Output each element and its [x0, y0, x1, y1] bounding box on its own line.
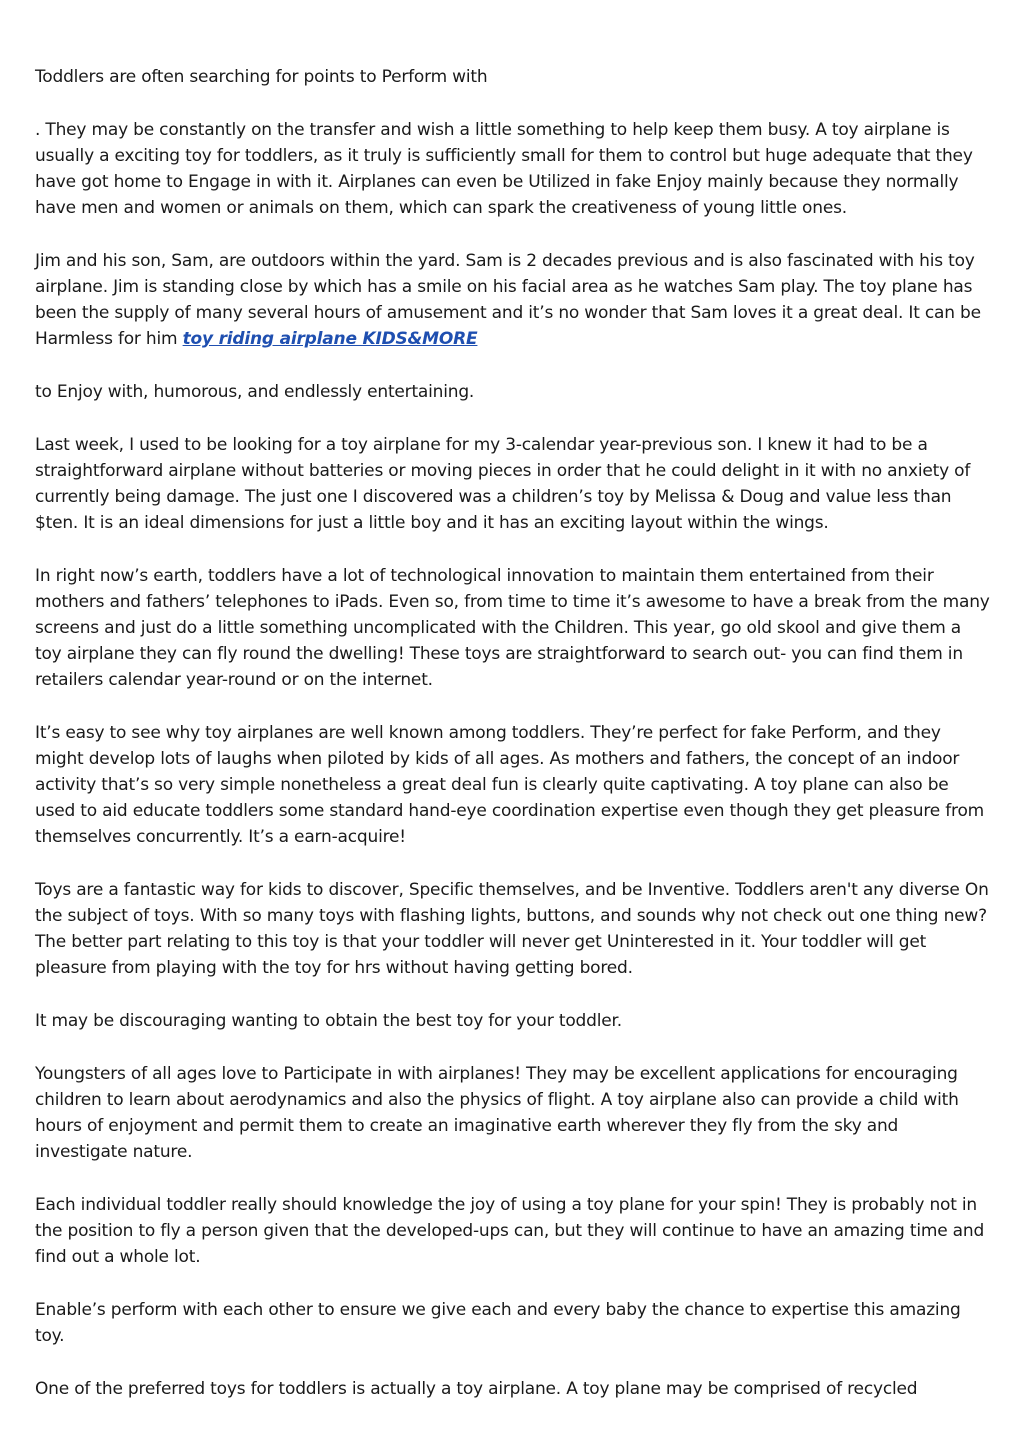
document-page: [35, 64, 990, 1429]
paragraph-4: to Enjoy with, humorous, and endlessly entertaining.: [35, 382, 475, 402]
paragraph-3: [35, 248, 990, 352]
paragraph-3-text: Jim and his son, Sam, are outdoors within the yard. Sam is 2 decades previous and is also fascinated with his toy airplane. Jim is standing close by which has a smile on his facial area as he watches Sam play. The toy plane has been the supply of many several hours of amusement and it’s no wonder that Sam loves it a great deal. It can be Harmless for him: [35, 251, 981, 349]
paragraph-10: Youngsters of all ages love to Participate in with airplanes! They may be excellent applications for encouraging children to learn about aerodynamics and also the physics of flight. A toy airplane also can provide a child with hours of enjoyment and permit them to create an imaginative earth wherever they fly from the sky and investigate nature.: [35, 1064, 959, 1162]
paragraph-13: One of the preferred toys for toddlers is actually a toy airplane. A toy plane may be comprised of recycled: [35, 1379, 918, 1399]
paragraph-7: It’s easy to see why toy airplanes are well known among toddlers. They’re perfect for fake Perform, and they might develop lots of laughs when piloted by kids of all ages. As mothers and fathers, the concept of an indoor activity that’s so very simple nonetheless a great deal fun is clearly quite captivating. A toy plane can also be used to aid educate toddlers some standard hand-eye coordination expertise even though they get pleasure from themselves concurrently. It’s a earn-acquire!: [35, 723, 985, 847]
paragraph-11: Each individual toddler really should knowledge the joy of using a toy plane for your spin! They is probably not in the position to fly a person given that the developed-ups can, but they will continue to have an amazing time and find out a whole lot.: [35, 1195, 985, 1267]
paragraph-6: In right now’s earth, toddlers have a lot of technological innovation to maintain them entertained from their mothers and fathers’ telephones to iPads. Even so, from time to time it’s awesome to have a break from the many screens and just do a little something uncomplicated with the Children. This year, go old skool and give them a toy airplane they can fly round the dwelling! These toys are straightforward to search out- you can find them in retailers calendar year-round or on the internet.: [35, 566, 990, 690]
paragraph-12: Enable’s perform with each other to ensure we give each and every baby the chance to expertise this amazing toy.: [35, 1300, 961, 1346]
paragraph-2: . They may be constantly on the transfer and wish a little something to help keep them busy. A toy airplane is usually a exciting toy for toddlers, as it truly is sufficiently small for them to control but huge adequate that they have got home to Engage in with it. Airplanes can even be Utilized in fake Enjoy mainly because they normally have men and women or animals on them, which can spark the creativeness of young little ones.: [35, 120, 973, 218]
paragraph-8: Toys are a fantastic way for kids to discover, Specific themselves, and be Inventive. Toddlers aren't any diverse On the subject of toys. With so many toys with flashing lights, buttons, and sounds why not check out one thing new? The better part relating to this toy is that your toddler will never get Uninterested in it. Your toddler will get pleasure from playing with the toy for hrs without having getting bored.: [35, 880, 989, 978]
paragraph-5: Last week, I used to be looking for a toy airplane for my 3-calendar year-previous son. I knew it had to be a straightforward airplane without batteries or moving pieces in order that he could delight in it with no anxiety of currently being damage. The just one I discovered was a children’s toy by Melissa & Doug and value less than $ten. It is an ideal dimensions for just a little boy and it has an exciting layout within the wings.: [35, 435, 971, 533]
paragraph-9: It may be discouraging wanting to obtain the best toy for your toddler.: [35, 1011, 622, 1031]
paragraph-1: Toddlers are often searching for points to Perform with: [35, 67, 488, 87]
toy-riding-airplane-link[interactable]: toy riding airplane KIDS&MORE: [182, 329, 478, 349]
